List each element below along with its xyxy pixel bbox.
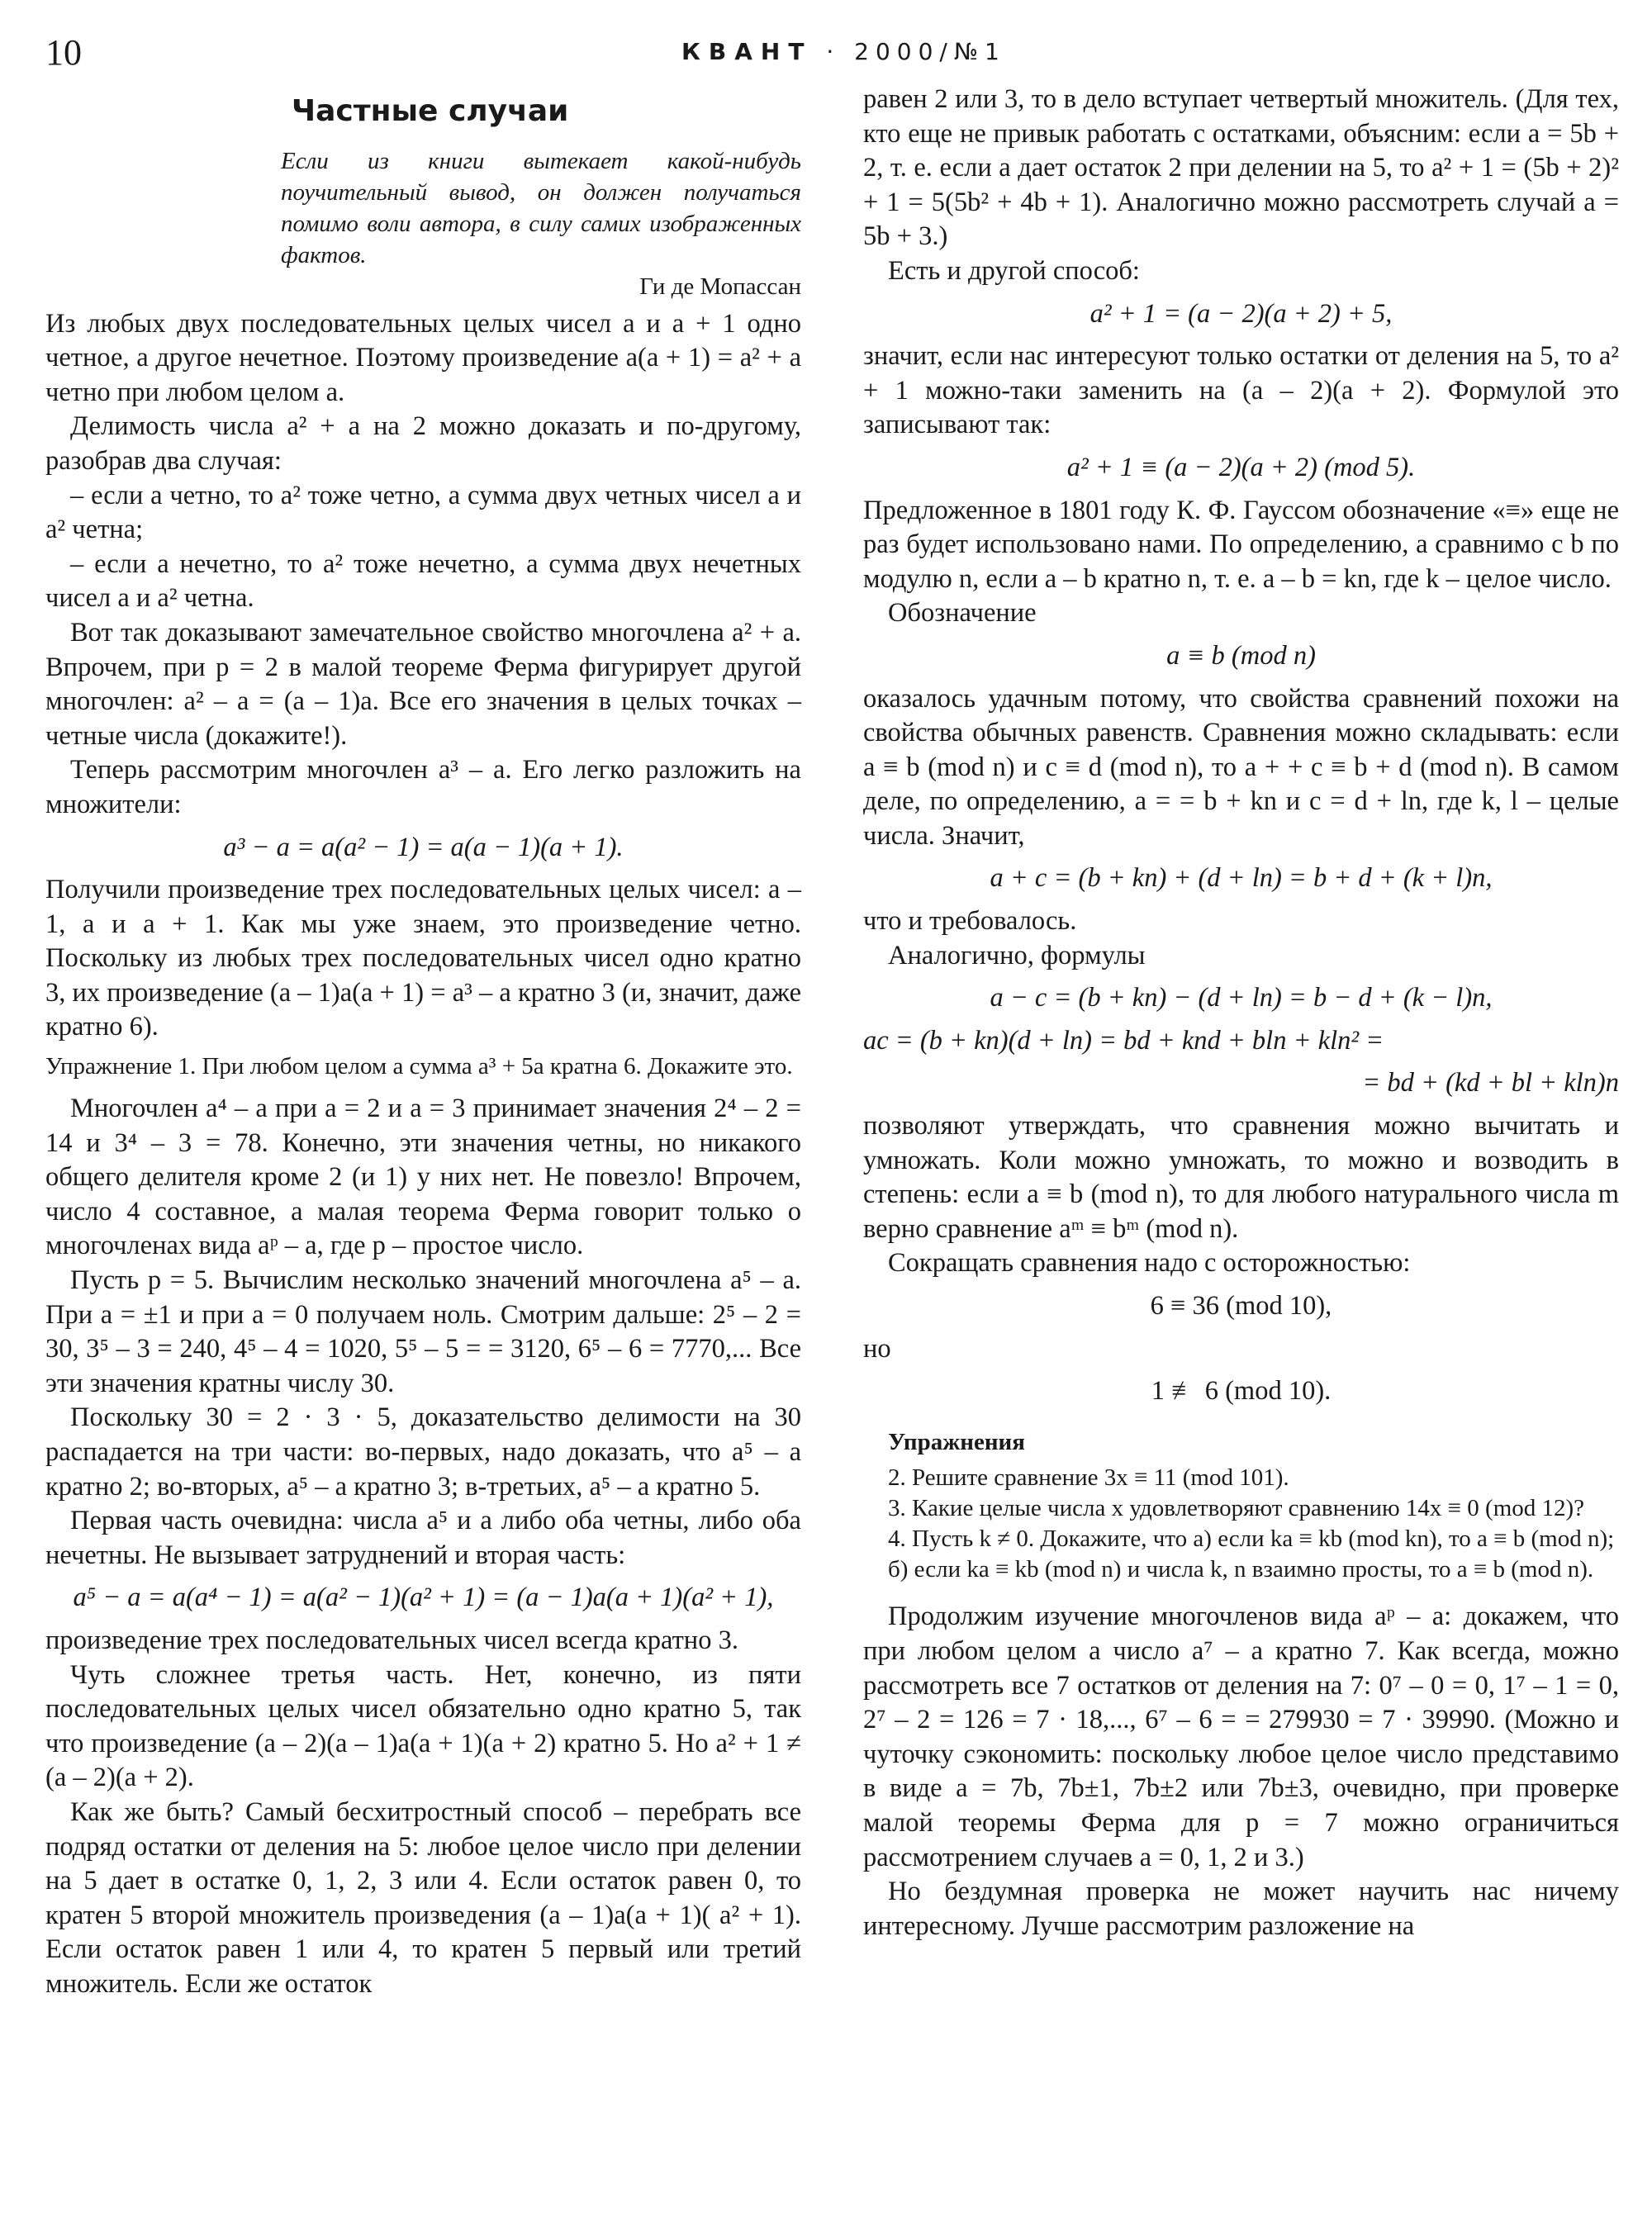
issue-number: · 2000/№1 [826,38,1006,65]
paragraph: Но бездумная проверка не может научить нас ничему интересному. Лучше рассмотрим разложение на [863,1877,1619,1941]
paragraph: – если a нечетно, то a² тоже нечетно, а сумма двух нечетных чисел a и a² четна. [45,548,801,614]
formula: a² + 1 = (a − 2)(a + 2) + 5, [1089,298,1393,329]
paragraph: произведение трех последовательных чисел всегда кратно 3. [45,1625,738,1655]
formula: a⁵ − a = a(a⁴ − 1) = a(a² − 1)(a² + 1) = (a − 1)a(a + 1)(a² + 1), [73,1583,774,1613]
paragraph: Из любых двух последовательных целых чисел a и a + 1 одно четное, а другое нечетное. Поэтому произведение a(a + 1) = a² + a четно при любом целом a. [45,308,801,407]
paragraph: Есть и другой способ: [888,255,1140,286]
paragraph: оказалось удачным потому, что свойства сравнений похожи на свойства обычных равенств. Сравнения можно складывать: если a ≡ b (mod n) и c ≡ d (mod n), то a + + c ≡ b + d (mod n). В самом деле, по определению, a = = b + kn и c = d + ln, где k, l – целые числа. Значит, [863,683,1619,851]
paragraph: Продолжим изучение многочленов вида aᵖ – a: докажем, что при любом целом a число a⁷ – a кратно 7. Как всегда, можно рассмотреть все 7 остатков от деления на 7: 0⁷ – 0 = 0, 1⁷ – 1 = 0, 2⁷ – 2 = 126 = 7 · 18,..., 6⁷ – 6 = = 279930 = 7 · 39990. (Можно и чуточку сэкономить: поскольку любое целое число представимо в виде a = 7b, 7b±1, 7b±2 или 7b±3, очевидно, при проверке малой теоремы Ферма для p = 7 можно ограничиться рассмотрением случаев a = 0, 1, 2 и 3.) [863,1601,1619,1872]
exercise-4b: б) если ka ≡ kb (mod n) и числа k, n взаимно просты, то a ≡ b (mod n). [888,1556,1594,1583]
exercise-4: 4. Пусть k ≠ 0. Докажите, что а) если ka ≡ kb (mod kn), то a ≡ b (mod n); [888,1526,1615,1553]
exercise-1: Упражнение 1. При любом целом a сумма a³ + 5a кратна 6. Докажите это. [45,1053,793,1080]
article-title: Частные случаи [292,94,569,128]
epigraph-author: Ги де Мопассан [639,273,801,300]
left-column [45,83,801,2002]
paragraph: Чуть сложнее третья часть. Нет, конечно, из пяти последовательных целых чисел обязательно одно кратно 5, так что произведение (a – 2)(a – 1)a(a + 1)(a + 2) кратно 5. Но a² + 1 ≠ (a – 2)(a + 2). [45,1659,801,1793]
formula: a ≡ b (mod n) [1166,640,1316,671]
right-column [863,83,1619,1943]
paragraph: Аналогично, формулы [888,940,1146,970]
exercise-3: 3. Какие целые числа x удовлетворяют сравнению 14x ≡ 0 (mod 12)? [888,1495,1585,1522]
exercises-heading: Упражнения [888,1428,1025,1455]
journal-name: КВАНТ [681,38,813,65]
paragraph: Поскольку 30 = 2 · 3 · 5, доказательство делимости на 30 распадается на три части: во-первых, надо доказать, что a⁵ – a кратно 2; во-вторых, a⁵ – a кратно 3; в-третьих, a⁵ – a кратно 5. [45,1402,801,1502]
formula: 1 ≢ 6 (mod 10). [1151,1376,1332,1407]
paragraph: Первая часть очевидна: числа a⁵ и a либо оба четны, либо оба нечетны. Не вызывает затруднений и вторая часть: [45,1506,801,1570]
paragraph: – если a четно, то a² тоже четно, а сумма двух четных чисел a и a² четна; [45,480,801,545]
formula: a − c = (b + kn) − (d + ln) = b − d + (k − l)n, [990,983,1493,1013]
paragraph: что и требовалось. [863,906,1077,937]
paragraph: Вот так доказывают замечательное свойство многочлена a² + a. Впрочем, при p = 2 в малой теореме Ферма фигурирует другой многочлен: a² – a = (a – 1)a. Все его значения в целых точках – четные числа (докажите!). [45,617,801,751]
paragraph: но [863,1333,891,1364]
paragraph: равен 2 или 3, то в дело вступает четвертый множитель. (Для тех, кто еще не привык работать с остатками, объясним: если a = 5b + 2, т. е. если a дает остаток 2 при делении на 5, то a² + 1 = (5b + 2)² + 1 = 5(5b² + 4b + 1). Аналогично можно рассмотреть случай a = 5b + 3.) [863,84,1619,252]
paragraph: Сокращать сравнения надо с осторожностью: [888,1248,1411,1279]
paragraph: Обозначение [888,598,1037,629]
paragraph: Делимость числа a² + a на 2 можно доказать и по-другому, разобрав два случая: [45,411,801,476]
formula: a + c = (b + kn) + (d + ln) = b + d + (k + l)n, [990,863,1493,894]
paragraph: значит, если нас интересуют только остатки от деления на 5, то a² + 1 можно-таки заменить на (a – 2)(a + 2). Формулой это записывают так: [863,341,1619,440]
formula: a³ − a = a(a² − 1) = a(a − 1)(a + 1). [223,832,624,862]
epigraph: Если из книги вытекает какой-нибудь поучительный вывод, он должен получаться помимо воли автора, в силу самих изображенных фактов. [281,147,801,268]
paragraph: позволяют утверждать, что сравнения можно вычитать и умножать. Коли можно умножать, то можно и возводить в степень: если a ≡ b (mod n), то для любого натурального числа m верно сравнение aᵐ ≡ bᵐ (mod n). [863,1111,1619,1244]
page-header [45,31,1607,81]
paragraph: Как же быть? Самый бесхитростный способ – перебрать все подряд остатки от деления на 5: любое целое число при делении на 5 дает в остатке 0, 1, 2, 3 или 4. Если остаток равен 0, то кратен 5 второй множитель произведения (a – 1)a(a + 1)( a² + 1). Если остаток равен 1 или 4, то кратен 5 первый или третий множитель. Если же остаток [45,1796,801,1999]
paragraph: Предложенное в 1801 году К. Ф. Гауссом обозначение «≡» еще не раз будет использовано нами. По определению, a сравнимо с b по модулю n, если a – b кратно n, т. е. a – b = kn, где k – целое число. [863,495,1619,594]
running-head [681,38,1006,65]
paragraph: Получили произведение трех последовательных целых чисел: a – 1, a и a + 1. Как мы уже знаем, это произведение четно. Поскольку из любых трех последовательных чисел одно кратно 3, их произведение (a – 1)a(a + 1) = a³ – a кратно 3 (и, значит, даже кратно 6). [45,875,801,1042]
paragraph: Многочлен a⁴ – a при a = 2 и a = 3 принимает значения 2⁴ – 2 = 14 и 3⁴ – 3 = 78. Конечно, эти значения четны, но никакого общего делителя кроме 2 (и 1) у них нет. Не повезло! Впрочем, число 4 составное, а малая теорема Ферма говорит только о многочленах вида aᵖ – a, где p – простое число. [45,1094,801,1261]
paragraph: Теперь рассмотрим многочлен a³ – a. Его легко разложить на множители: [45,755,801,819]
formula: = bd + (kd + bl + kln)n [1362,1068,1619,1099]
page-number: 10 [45,32,82,73]
formula: a² + 1 ≡ (a − 2)(a + 2) (mod 5). [1066,452,1416,482]
exercise-2: 2. Решите сравнение 3x ≡ 11 (mod 101). [888,1464,1289,1492]
formula: ac = (b + kn)(d + ln) = bd + knd + bln + kln² = [863,1025,1384,1056]
formula: 6 ≡ 36 (mod 10), [1150,1291,1332,1321]
paragraph: Пусть p = 5. Вычислим несколько значений многочлена a⁵ – a. При a = ±1 и при a = 0 получаем ноль. Смотрим дальше: 2⁵ – 2 = 30, 3⁵ – 3 = 240, 4⁵ – 4 = 1020, 5⁵ – 5 = = 3120, 6⁵ – 6 = 7770,... Все эти значения кратны числу 30. [45,1265,801,1398]
